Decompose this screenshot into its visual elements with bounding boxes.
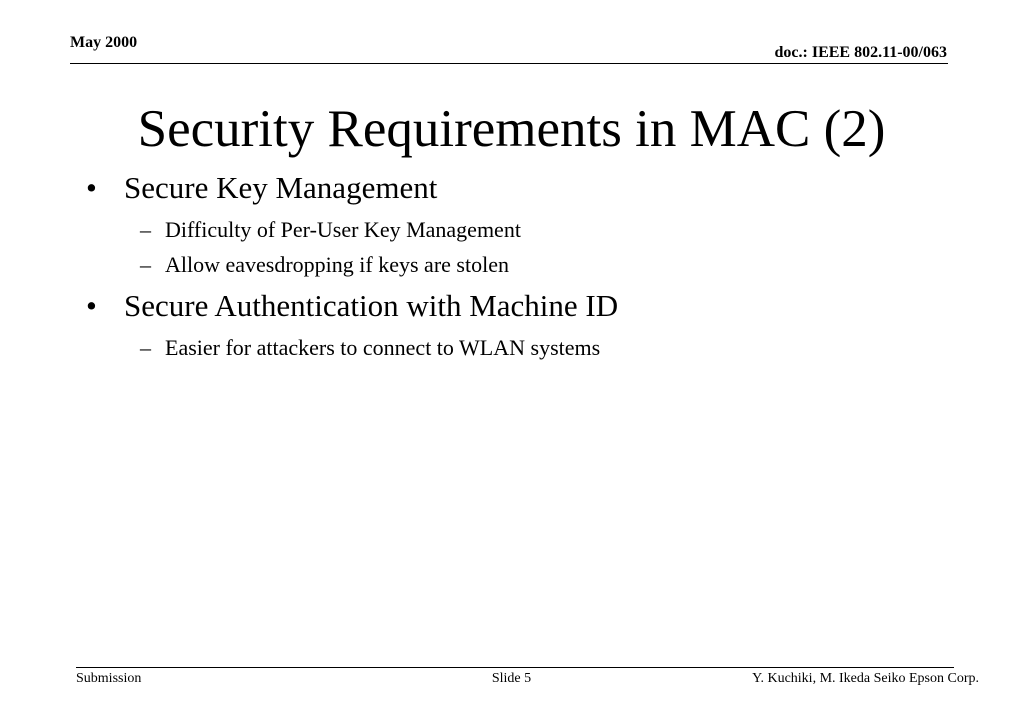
dash-mark: – [140, 252, 151, 277]
dash-mark: – [140, 335, 151, 360]
footer-submission: Submission [76, 671, 142, 686]
header-date: May 2000 [70, 34, 138, 51]
dash-mark: – [140, 217, 151, 242]
slide-title: Security Requirements in MAC (2) [137, 100, 886, 158]
sub-bullet-text: Difficulty of Per-User Key Management [165, 217, 521, 242]
bullet-text: Secure Authentication with Machine ID [124, 288, 619, 323]
header-doc-id: doc.: IEEE 802.11-00/063 [774, 44, 947, 61]
bullet-mark: • [86, 170, 97, 205]
bullet-mark: • [86, 288, 97, 323]
footer-divider [76, 667, 954, 668]
footer-slide-number: Slide 5 [491, 671, 532, 686]
footer-authors: Y. Kuchiki, M. Ikeda Seiko Epson Corp. [752, 671, 979, 686]
bullet-text: Secure Key Management [124, 170, 438, 205]
sub-bullet-text: Allow eavesdropping if keys are stolen [165, 252, 509, 277]
sub-bullet-text: Easier for attackers to connect to WLAN systems [165, 335, 601, 360]
